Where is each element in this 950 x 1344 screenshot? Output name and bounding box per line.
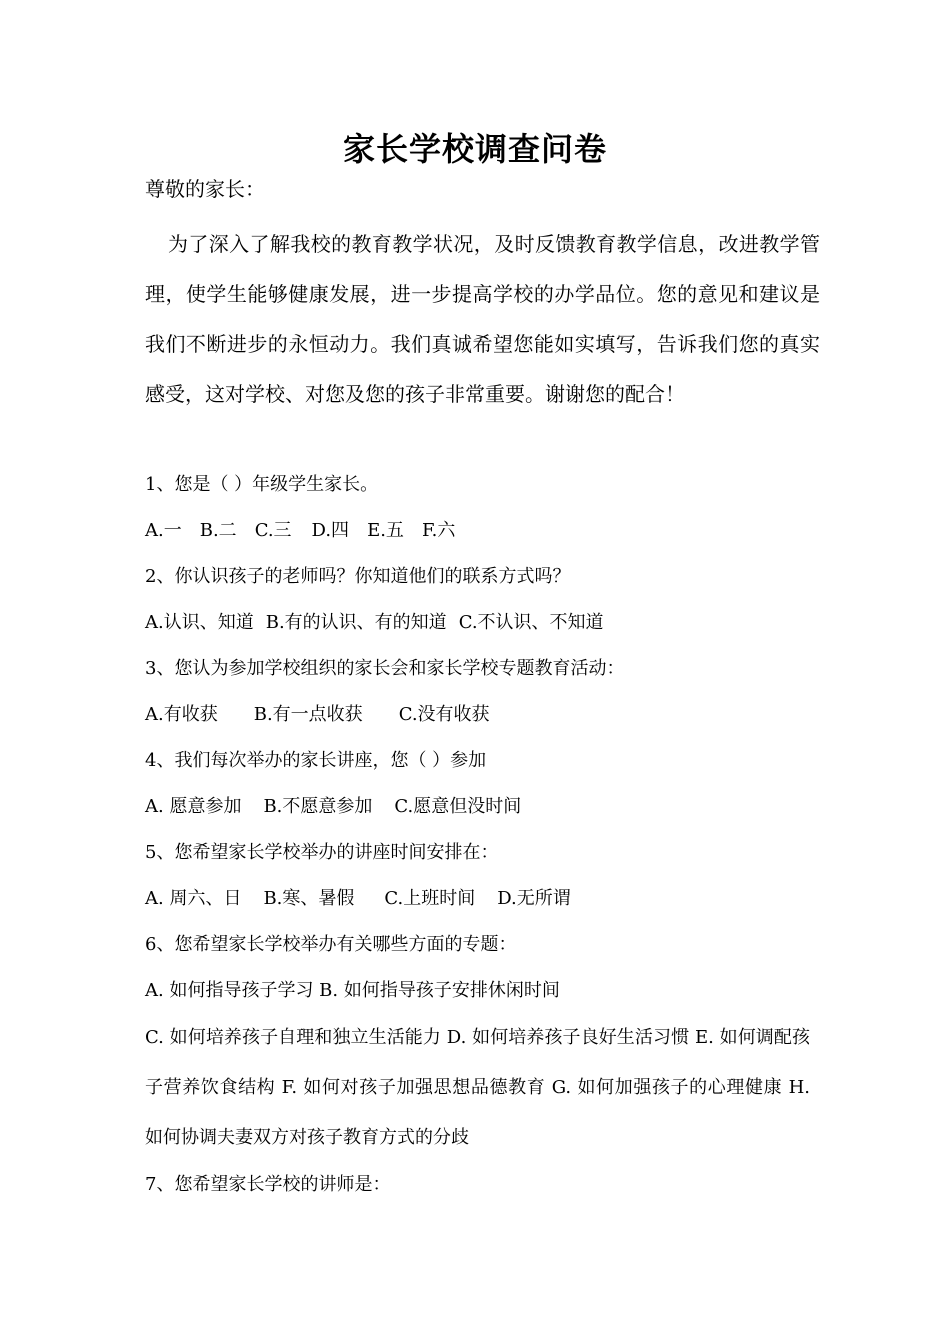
question-1-options xyxy=(145,516,455,546)
document-title: 家长学校调查问卷 xyxy=(342,130,607,168)
option: C.上班时间 xyxy=(384,888,476,909)
option: C.没有收获 xyxy=(398,704,490,725)
option: E.五 xyxy=(367,520,404,541)
option: B.寒、暑假 xyxy=(263,888,355,909)
question-6-options-line1: A. 如何指导孩子学习 B. 如何指导孩子安排休闲时间 xyxy=(145,980,560,1001)
option: B.二 xyxy=(199,520,237,541)
option: A.认识、知道 xyxy=(145,612,254,633)
option: A.有收获 xyxy=(145,704,218,725)
question-2: 2、你认识孩子的老师吗？你知道他们的联系方式吗？ xyxy=(145,566,571,587)
option: A.一 xyxy=(145,520,182,541)
option: B.有一点收获 xyxy=(253,704,363,725)
option: C.愿意但没时间 xyxy=(394,796,522,817)
option: D.无所谓 xyxy=(497,888,571,909)
question-3-options xyxy=(145,700,490,730)
intro-paragraph: 为了深入了解我校的教育教学状况，及时反馈教育教学信息，改进教学管理，使学生能够健康发展，进一步提高学校的办学品位。您的意见和建议是我们不断进步的永恒动力。我们真诚希望您能如实填写，告诉我们您的真实感受，这对学校、对您及您的孩子非常重要。谢谢您的配合！ xyxy=(145,232,820,406)
option: B.有的认识、有的知道 xyxy=(265,612,447,633)
option: A. 周六、日 xyxy=(145,888,242,909)
question-1: 1、您是（ ）年级学生家长。 xyxy=(145,474,379,495)
option: F.六 xyxy=(421,520,456,541)
question-7: 7、您希望家长学校的讲师是： xyxy=(145,1174,391,1195)
question-4: 4、我们每次举办的家长讲座，您（ ）参加 xyxy=(145,750,487,771)
option: B.不愿意参加 xyxy=(263,796,373,817)
greeting: 尊敬的家长： xyxy=(145,177,265,201)
question-6: 6、您希望家长学校举办有关哪些方面的专题： xyxy=(145,934,517,955)
question-6-options-rest: C. 如何培养孩子自理和独立生活能力 D. 如何培养孩子良好生活习惯 E. 如何调配孩子营养饮食结构 F. 如何对孩子加强思想品德教育 G. 如何加强孩子的心理健康 H. 如何协调夫妻双方对孩子教育方式的分歧 xyxy=(145,1027,810,1148)
option: A. 愿意参加 xyxy=(145,796,242,817)
question-3: 3、您认为参加学校组织的家长会和家长学校专题教育活动： xyxy=(145,658,625,679)
question-2-options xyxy=(145,608,604,638)
question-4-options xyxy=(145,792,521,822)
option: C.三 xyxy=(254,520,292,541)
question-5-options xyxy=(145,884,571,914)
question-5: 5、您希望家长学校举办的讲座时间安排在： xyxy=(145,842,499,863)
option: D.四 xyxy=(311,520,350,541)
option: C.不认识、不知道 xyxy=(458,612,604,633)
